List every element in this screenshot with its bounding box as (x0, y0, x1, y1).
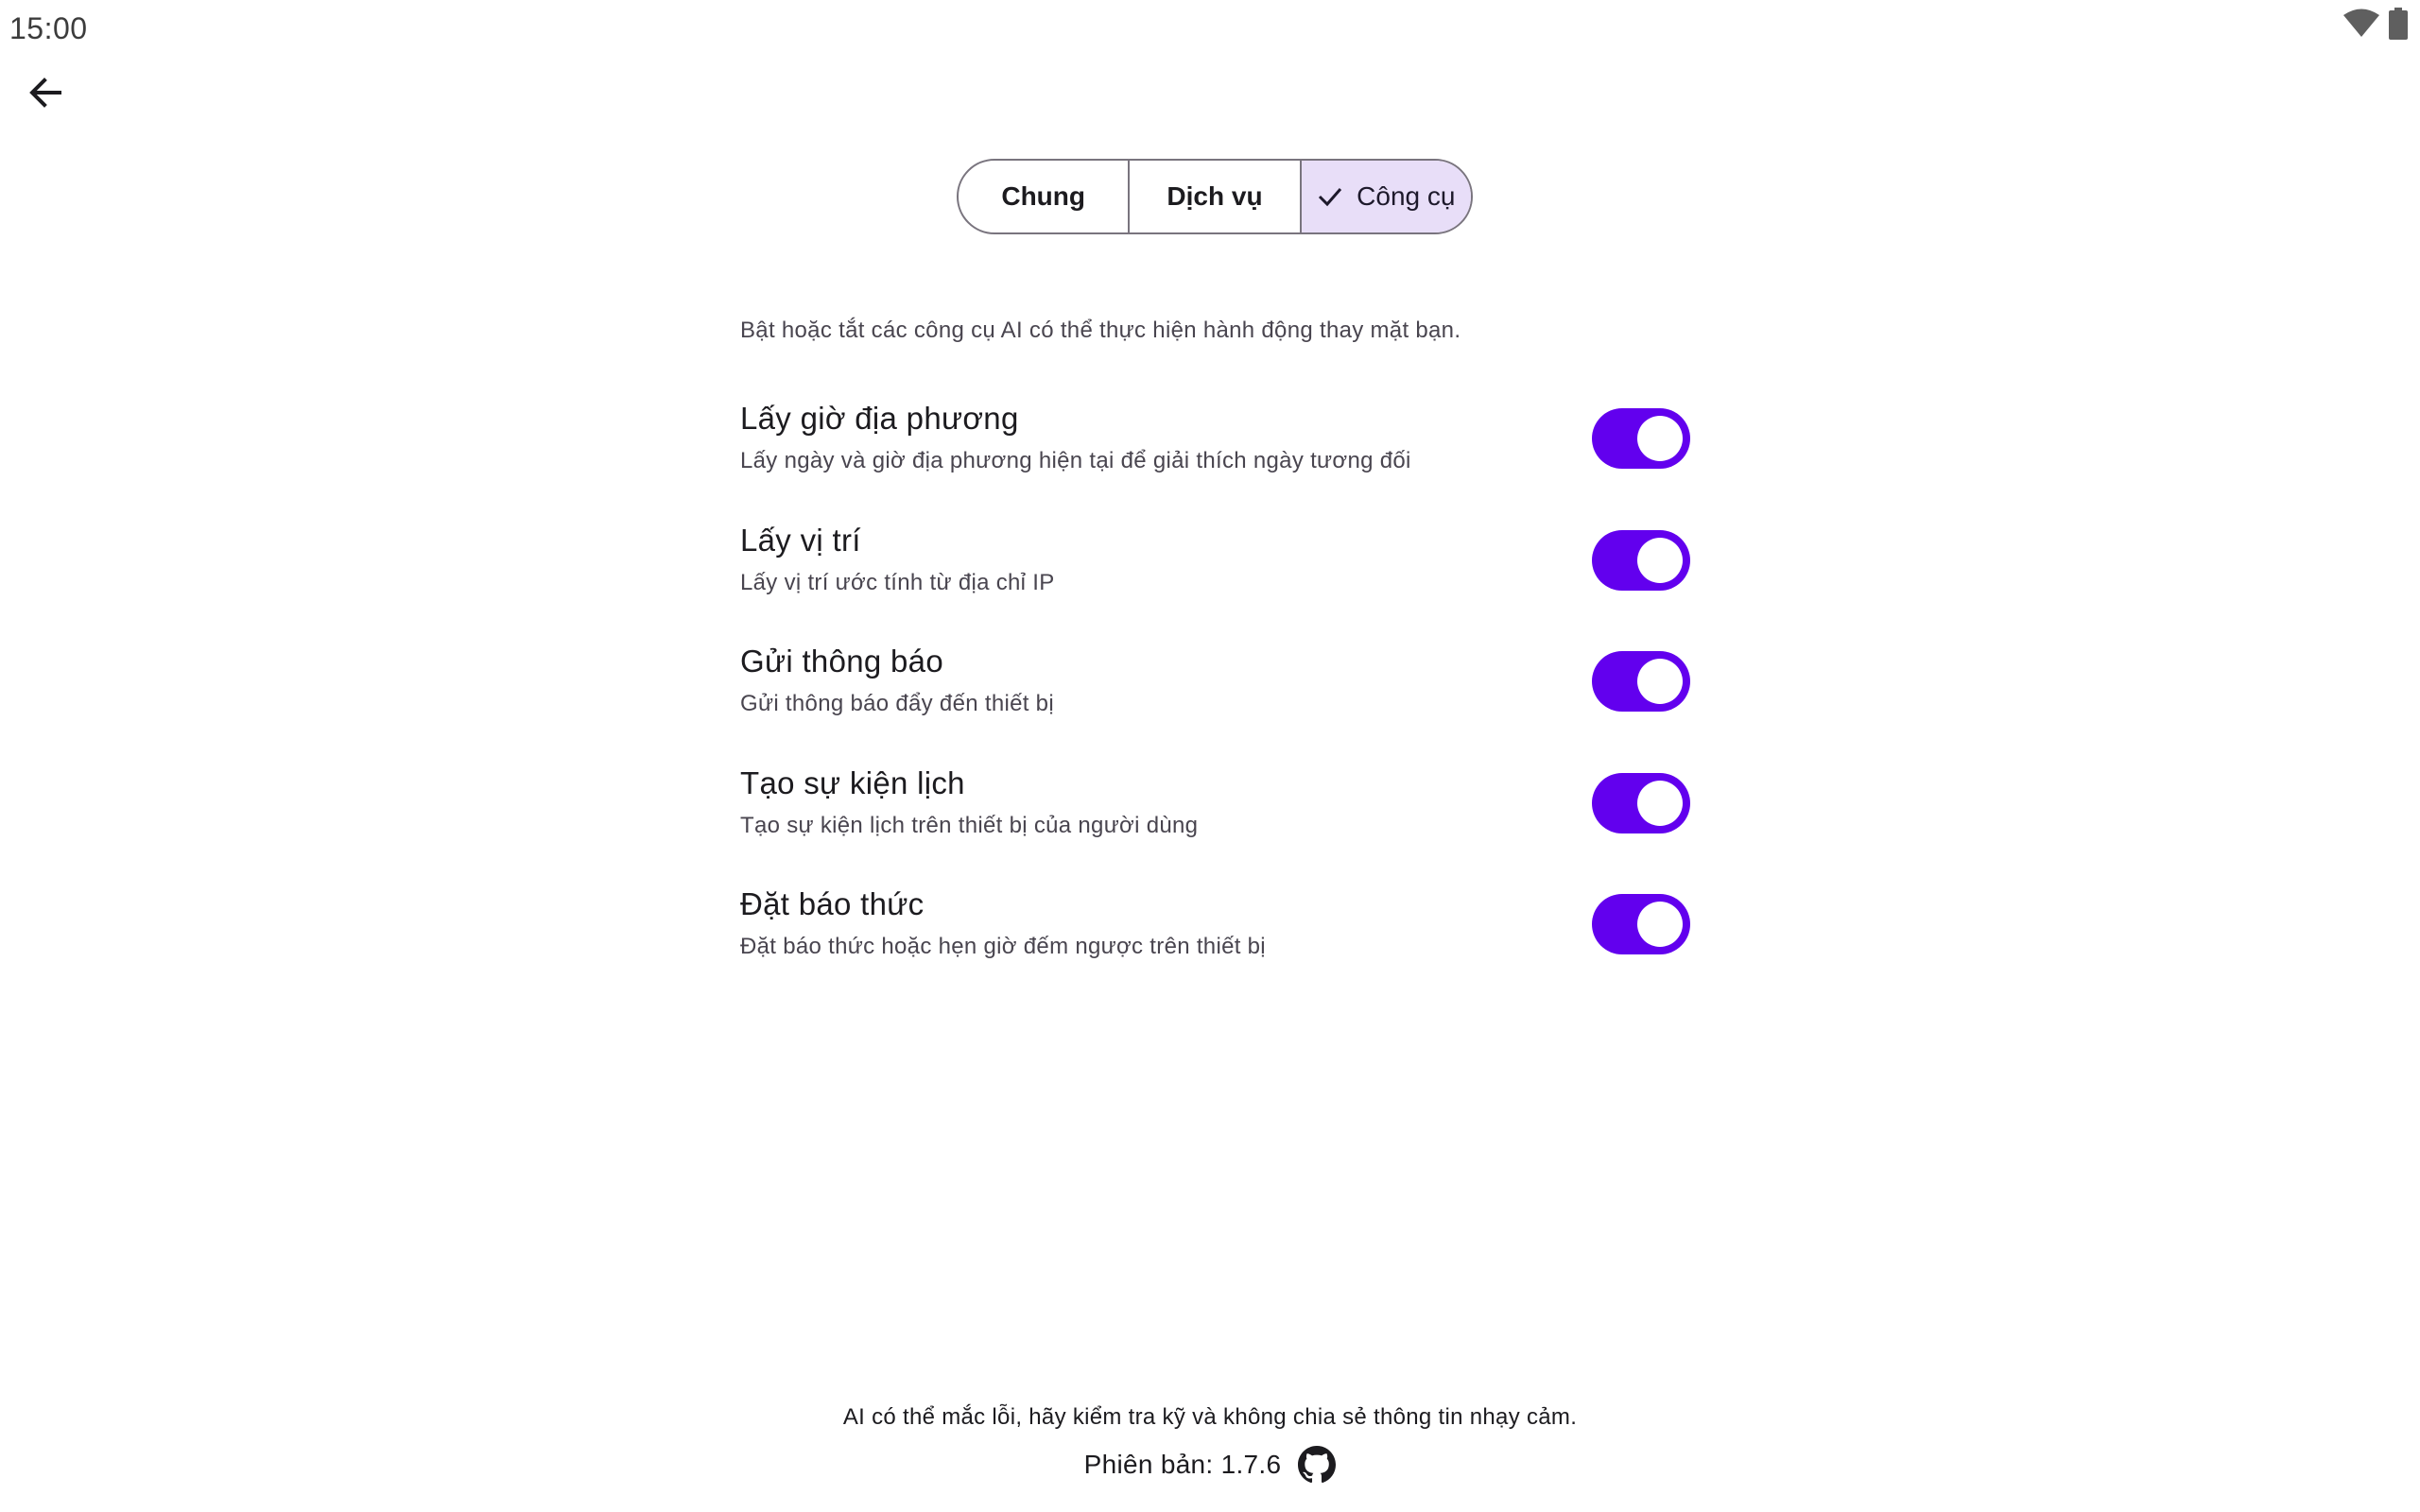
tab-dich-vu[interactable] (1128, 161, 1299, 232)
tab-chung[interactable] (959, 161, 1128, 232)
check-icon (1317, 185, 1343, 208)
settings-tabs (957, 159, 1473, 234)
toggle-thumb (1637, 416, 1683, 461)
tool-description: Lấy ngày và giờ địa phương hiện tại để giải thích ngày tương đối (740, 448, 1411, 473)
version-row (0, 1446, 2420, 1484)
tool-title: Tạo sự kiện lịch (740, 765, 965, 800)
toggle-thumb (1637, 781, 1683, 826)
tool-description: Gửi thông báo đẩy đến thiết bị (740, 691, 1054, 716)
ai-disclaimer: AI có thể mắc lỗi, hãy kiểm tra kỹ và không chia sẻ thông tin nhạy cảm. (842, 1404, 1578, 1430)
tool-title: Đặt báo thức (740, 886, 925, 921)
toggle-thumb (1637, 538, 1683, 583)
toggle-thumb (1637, 902, 1683, 947)
tool-description: Đặt báo thức hoặc hẹn giờ đếm ngược trên thiết bị (740, 934, 1266, 959)
status-icons (2342, 8, 2409, 40)
tab-label: Dịch vụ (1167, 181, 1263, 211)
tab-label: Chung (1001, 181, 1085, 211)
back-button[interactable] (17, 66, 74, 123)
wifi-icon (2342, 9, 2380, 39)
tool-item-local-time (740, 401, 1690, 523)
toggle-location[interactable] (1592, 530, 1690, 591)
github-icon[interactable] (1298, 1446, 1336, 1484)
toggle-notification[interactable] (1592, 651, 1690, 712)
arrow-back-icon (26, 74, 64, 116)
tool-item-location (740, 523, 1690, 644)
toggle-calendar-event[interactable] (1592, 773, 1690, 833)
tool-description: Tạo sự kiện lịch trên thiết bị của người dùng (740, 812, 1199, 838)
tool-item-alarm (740, 886, 1690, 1008)
tool-title: Lấy giờ địa phương (740, 401, 1019, 436)
tool-description: Lấy vị trí ước tính từ địa chỉ IP (740, 569, 1055, 595)
tool-title: Lấy vị trí (740, 522, 861, 558)
tool-list (740, 401, 1690, 1008)
tab-label: Công cụ (1357, 181, 1456, 211)
toggle-alarm[interactable] (1592, 894, 1690, 954)
version-label: Phiên bản: 1.7.6 (1083, 1450, 1282, 1479)
toggle-local-time[interactable] (1592, 408, 1690, 469)
tab-cong-cu[interactable] (1300, 161, 1471, 232)
tools-intro: Bật hoặc tắt các công cụ AI có thể thực hiện hành động thay mặt bạn. (740, 318, 1461, 343)
battery-icon (2388, 8, 2409, 40)
status-time: 15:00 (9, 11, 88, 45)
tool-title: Gửi thông báo (740, 644, 943, 679)
tool-item-calendar-event (740, 765, 1690, 887)
toggle-thumb (1637, 659, 1683, 704)
tool-item-notification (740, 644, 1690, 765)
